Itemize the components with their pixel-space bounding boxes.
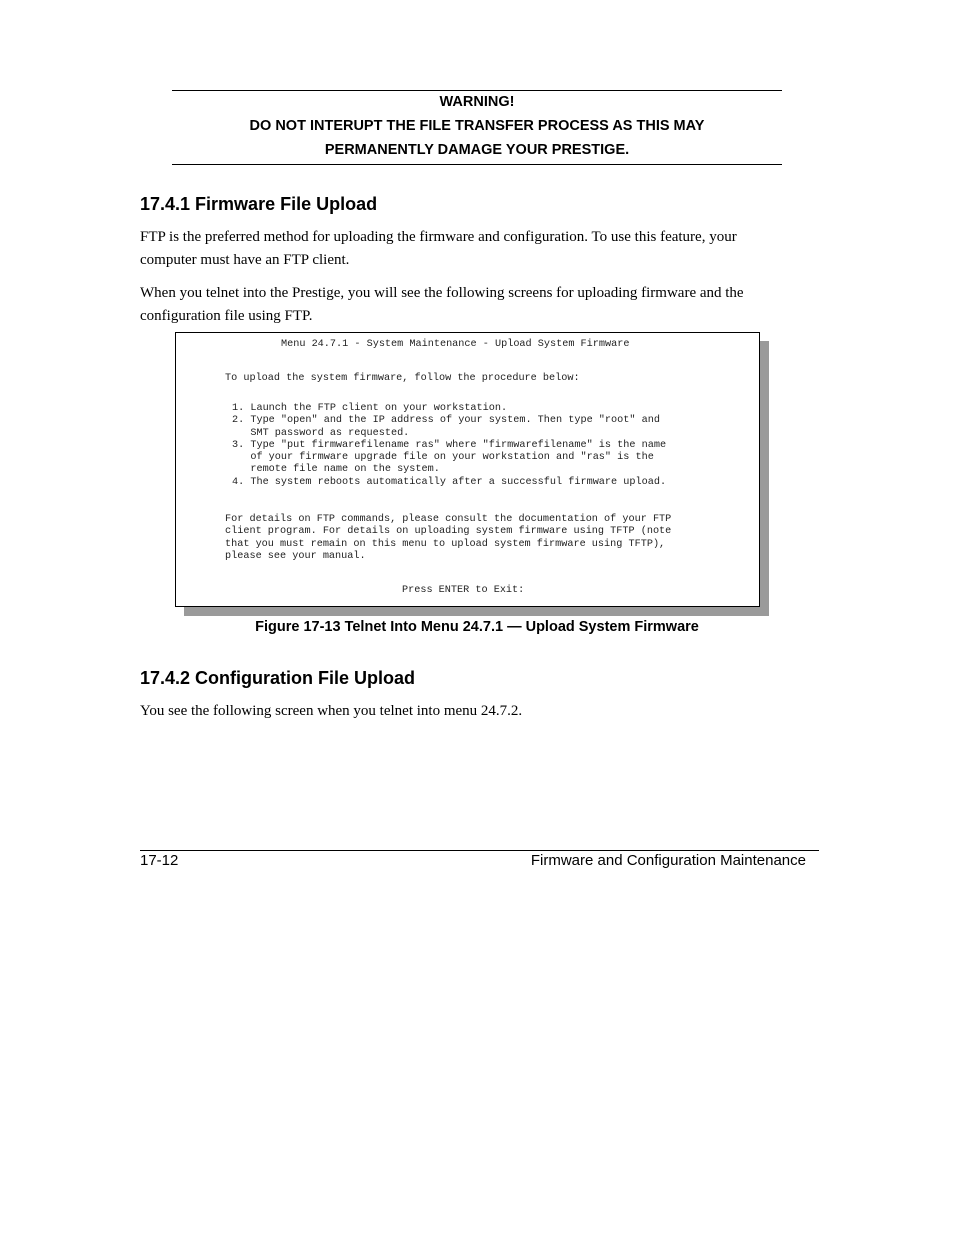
terminal-screen	[175, 332, 760, 607]
paragraph-line: FTP is the preferred method for uploading the firmware and configuration. To use this feature, your	[140, 229, 737, 245]
paragraph-line: configuration file using FTP.	[140, 308, 313, 324]
terminal-steps: 1. Launch the FTP client on your workstation. 2. Type "open" and the IP address of your system. Then type "root" and SMT password as requested. 3. Type "put firmwarefilename ras" where "firmwarefilename" is the name of your firmware upgrade file on your workstation and "ras" is the remote file name on the system. 4. The system reboots automatically after a successful firmware upload.	[232, 403, 667, 488]
section-heading-firmware-upload: 17.4.1 Firmware File Upload	[140, 194, 378, 214]
warning-title: WARNING!	[439, 94, 515, 110]
paragraph-telnet-intro	[140, 282, 780, 328]
paragraph-line: computer must have an FTP client.	[140, 252, 350, 268]
footer-chapter-title: Firmware and Configuration Maintenance	[530, 852, 806, 869]
paragraph-config-intro: You see the following screen when you telnet into menu 24.7.2.	[140, 703, 523, 719]
terminal-details: For details on FTP commands, please consult the documentation of your FTP client program. For details on uploading system firmware using TFTP (note that you must remain on this menu to upload system firmware using TFTP), please see your manual.	[225, 514, 672, 562]
paragraph-ftp-intro	[140, 226, 780, 272]
terminal-intro: To upload the system firmware, follow the procedure below:	[225, 373, 580, 384]
warning-line-1: DO NOT INTERUPT THE FILE TRANSFER PROCESS AS THIS MAY	[249, 118, 705, 134]
terminal-prompt: Press ENTER to Exit:	[402, 585, 525, 596]
footer-rule	[140, 850, 819, 851]
figure-caption: Figure 17-13 Telnet Into Menu 24.7.1 — Upload System Firmware	[255, 619, 699, 635]
terminal-title: Menu 24.7.1 - System Maintenance - Upload System Firmware	[281, 339, 630, 350]
footer-page-number: 17-12	[140, 852, 179, 869]
section-heading-config-upload: 17.4.2 Configuration File Upload	[140, 668, 416, 688]
paragraph-line: When you telnet into the Prestige, you will see the following screens for uploading firmware and the	[140, 285, 744, 301]
warning-bottom-rule	[172, 164, 782, 165]
warning-top-rule	[172, 90, 782, 91]
warning-line-2: PERMANENTLY DAMAGE YOUR PRESTIGE.	[324, 142, 630, 158]
